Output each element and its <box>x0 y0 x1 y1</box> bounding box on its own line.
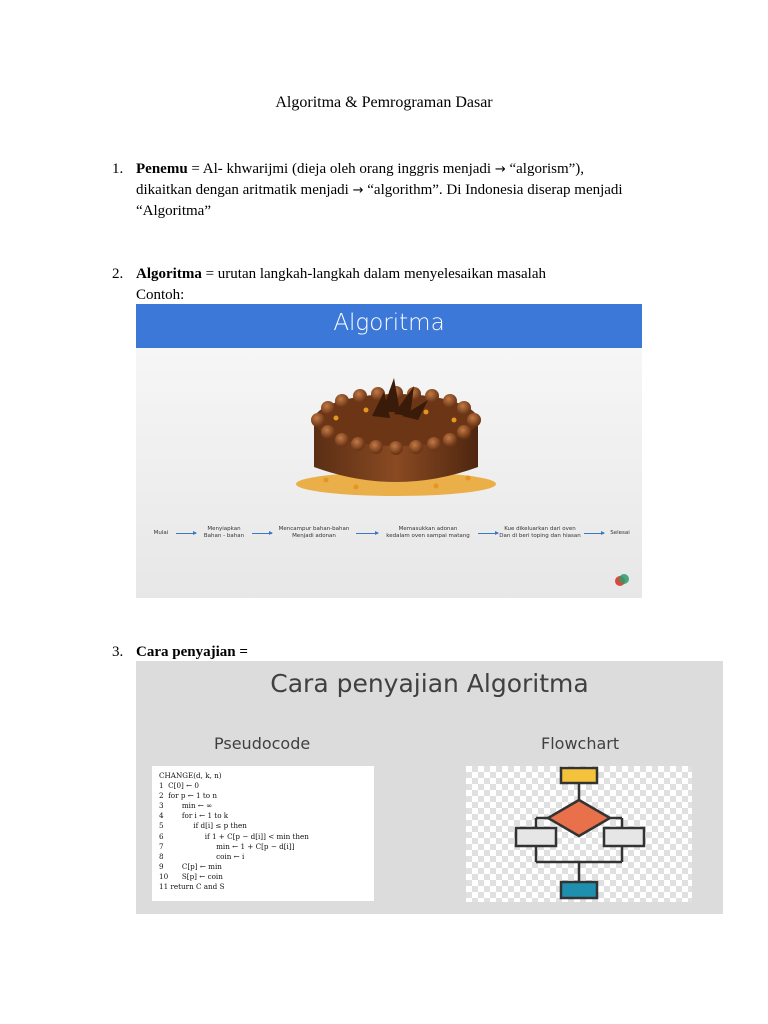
pseudocode-line: 3 min ← ∞ <box>159 801 213 811</box>
pseudocode-line: 9 C[p] ← min <box>159 861 222 871</box>
item-number: 2. <box>112 266 124 282</box>
step-end: Selesai <box>610 530 630 536</box>
flowchart-svg <box>466 766 692 902</box>
step-3: Memasukkan adonan kedalam oven sampai matang <box>386 526 470 539</box>
slide-header-band <box>136 304 642 348</box>
step-4: Kue dikeluarkan dari oven Dan di beri toping dan hiasan <box>499 526 581 539</box>
item-number: 1. <box>112 161 124 177</box>
logo-icon <box>614 572 630 588</box>
flowchart-process-shape <box>516 828 556 846</box>
item-text: dikaitkan dengan aritmatik menjadi <box>136 182 353 198</box>
slide-cara-penyajian-image <box>136 661 723 914</box>
list-item-cara-penyajian <box>112 642 412 663</box>
arrow-right-icon: → <box>352 183 364 198</box>
list-item-penemu <box>112 159 672 225</box>
pseudocode-line: 6 if 1 + C[p − d[i]] < min then <box>159 831 309 841</box>
step-arrow <box>356 533 378 534</box>
page-title: Algoritma & Pemrograman Dasar <box>275 94 493 111</box>
flowchart-end-shape <box>561 882 597 898</box>
chocolate-cake-image <box>286 372 506 502</box>
item-text: = Al- khwarijmi (dieja oleh orang inggris menjadi <box>187 161 495 177</box>
step-arrow <box>252 533 272 534</box>
pseudocode-line: 4 for i ← 1 to k <box>159 811 229 821</box>
pseudocode-line: 7 min ← 1 + C[p − d[i]] <box>159 841 295 851</box>
flowchart-start-shape <box>561 768 597 783</box>
flowchart-label: Flowchart <box>541 734 620 753</box>
term-penemu: Penemu <box>136 161 188 177</box>
flowchart-diagram <box>466 766 692 902</box>
pseudocode-line: CHANGE(d, k, n) <box>159 771 222 780</box>
slide-header: Cara penyajian Algoritma <box>270 669 589 698</box>
pseudocode-box <box>152 766 374 901</box>
step-2: Mencampur bahan-bahan Menjadi adonan <box>278 526 350 539</box>
list-item-algoritma <box>112 264 672 308</box>
item-number: 3. <box>112 644 124 660</box>
flowchart-decision-shape <box>548 800 610 836</box>
slide-algoritma-image <box>136 304 642 598</box>
pseudocode-line: 1 C[0] ← 0 <box>159 781 199 791</box>
step-start: Mulai <box>153 530 169 536</box>
step-1: Menyiapkan Bahan - bahan <box>203 526 245 539</box>
item-text: “algorithm”. Di Indonesia diserap menjadi <box>363 182 623 198</box>
pseudocode-line: 10 S[p] ← coin <box>159 871 223 881</box>
pseudocode-line: 5 if d[i] ≤ p then <box>159 821 247 831</box>
item-text: “algorism”), <box>505 161 585 177</box>
pseudocode-label: Pseudocode <box>214 734 311 753</box>
item-text: Contoh: <box>136 287 185 303</box>
pseudocode-line: 11 return C and S <box>159 882 225 892</box>
pseudocode-line: 8 coin ← i <box>159 851 245 861</box>
pseudocode-line: 2 for p ← 1 to n <box>159 791 218 801</box>
item-text: = urutan langkah-langkah dalam menyelesaikan masalah <box>201 266 546 282</box>
flowchart-process-shape <box>604 828 644 846</box>
arrow-right-icon: → <box>494 162 506 177</box>
term-algoritma: Algoritma <box>136 266 202 282</box>
step-arrow <box>478 533 498 534</box>
step-arrow <box>176 533 196 534</box>
process-steps <box>136 526 642 550</box>
slide-header: Algoritma <box>333 310 445 336</box>
item-text: “Algoritma” <box>136 203 211 219</box>
step-arrow <box>584 533 604 534</box>
term-cara-penyajian: Cara penyajian = <box>136 644 248 660</box>
